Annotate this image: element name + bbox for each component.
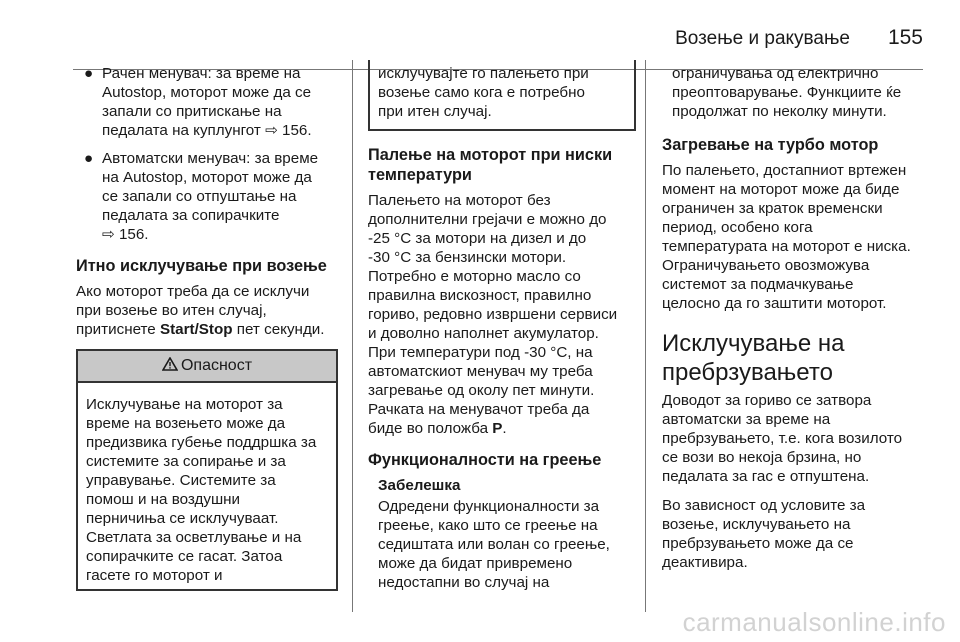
warning-line: Светлата за осветлување и на <box>86 529 302 546</box>
warning-triangle-icon <box>162 357 178 371</box>
paragraph-emergency-stop <box>76 282 338 339</box>
bullet-dot: ● <box>84 150 94 167</box>
column-divider-2 <box>645 60 646 612</box>
para-line: -30 °C за бензински мотори. <box>368 249 567 266</box>
para-line: Во зависност од условите за <box>662 497 866 514</box>
bullet-line: Автоматски менувач: за време <box>102 150 319 167</box>
bullet-line: запали со притискање на <box>102 103 282 120</box>
start-stop-label: Start/Stop <box>159 321 233 338</box>
note-continued <box>672 64 952 121</box>
para-line: автоматскиот менувач му треба <box>368 363 593 380</box>
note-body <box>378 497 636 592</box>
warning-line: при итен случај. <box>378 103 492 120</box>
watermark: carmanualsonline.info <box>682 607 946 637</box>
warning-line: помош и на воздушни <box>86 491 241 508</box>
para-line: гориво, редовно извршени сервиси <box>368 306 618 323</box>
bullet-dot: ● <box>84 65 94 82</box>
para-line: притиснете <box>76 321 160 338</box>
column-1 <box>76 64 338 591</box>
paragraph-turbo <box>662 161 952 313</box>
note-line: може да бидат привремено <box>378 555 573 572</box>
para-line: Палењето на моторот без <box>368 192 551 209</box>
para-line: возење, исклучувањето на <box>662 516 851 533</box>
para-line: момент на моторот може да биде <box>662 181 900 198</box>
para-line: системот за подмачкување <box>662 276 854 293</box>
warning-box-continued <box>368 60 636 131</box>
bullet-text-lines <box>102 64 338 140</box>
paragraph-overrun-1 <box>662 391 952 486</box>
heading-line: пребрзувањето <box>662 359 833 386</box>
para-line: педалата за гас е отпуштена. <box>662 468 870 485</box>
bullet-line: на Autostop, моторот може да <box>102 169 312 186</box>
bullet-line: ⇨ 156. <box>102 226 149 243</box>
para-line: . <box>502 420 507 437</box>
para-line: Доводот за гориво се затвора <box>662 392 872 409</box>
para-line: се вози во некоја брзина, но <box>662 449 862 466</box>
warning-line: перничиња се исклучуваат. <box>86 510 279 527</box>
column-2 <box>368 60 636 592</box>
section-heading-cold-start: Палење на моторот при ниски температури <box>368 146 613 184</box>
para-line: Рачката на менувачот треба да <box>368 401 590 418</box>
para-line: пет секунди. <box>232 321 325 338</box>
bullet-line: педалата на куплунгот ⇨ 156. <box>102 122 312 139</box>
para-line: и доволно наполнет акумулатор. <box>368 325 599 342</box>
warning-header <box>78 351 336 383</box>
bullet-line: се запали со отпуштање на <box>102 188 297 205</box>
para-line: период, особено кога <box>662 219 813 236</box>
heading-line: Исклучување на <box>662 330 845 357</box>
note-title: Забелешка <box>378 477 461 494</box>
para-line: автоматски за време на <box>662 411 831 428</box>
warning-line: системите за сопирање и за <box>86 453 286 470</box>
para-line: Потребно е моторно масло со <box>368 268 581 285</box>
warning-title: Опасност <box>180 357 253 374</box>
warning-line: исклучувајте го палењето при <box>378 65 589 82</box>
para-line: температурата на моторот е ниска. <box>662 238 911 255</box>
bullet-line: педалата за сопирачките <box>102 207 280 224</box>
warning-line: предизвика губење поддршка за <box>86 434 317 451</box>
warning-body <box>78 383 336 589</box>
para-line: Ако моторот треба да се исклучи <box>76 283 310 300</box>
section-heading-overrun-cutoff <box>662 329 952 387</box>
warning-line: Исклучување на моторот за <box>86 396 283 413</box>
para-line: загревање од околу пет минути. <box>368 382 595 399</box>
gear-position-p: P <box>492 420 503 437</box>
note-line: седиштата или волан со греење, <box>378 536 610 553</box>
para-line: пребрзувањето, т.е. кога возилото <box>662 430 903 447</box>
note-line: ограничувања од електрично <box>672 65 879 82</box>
para-line: По палењето, достапниот вртежен <box>662 162 907 179</box>
header-title: Возење и ракување <box>675 28 850 49</box>
para-line: ограничен за краток временски <box>662 200 883 217</box>
paragraph-cold-start <box>368 191 636 438</box>
column-3 <box>662 64 952 582</box>
para-line: биде во положба <box>368 420 493 437</box>
section-heading-emergency-stop: Итно исклучување при возење <box>76 257 327 275</box>
column-divider-1 <box>352 60 353 612</box>
note-line: греење, како што се греење на <box>378 517 598 534</box>
para-line: деактивира. <box>662 554 748 571</box>
warning-box <box>76 349 338 591</box>
warning-line: гасете го моторот и <box>86 567 223 584</box>
para-line: правилна вискозност, правилно <box>368 287 592 304</box>
note-line: Одредени функционалности за <box>378 498 600 515</box>
section-heading-heating: Функционалности на греење <box>368 451 602 469</box>
note-line: недостапни во случај на <box>378 574 550 591</box>
bullet-item-automatic <box>76 149 338 244</box>
para-line: -25 °C за мотори на дизел и до <box>368 230 587 247</box>
bullet-line: Рачен менувач: за време на <box>102 65 301 82</box>
page-number: 155 <box>887 26 923 49</box>
para-line: при возење во итен случај, <box>76 302 267 319</box>
warning-line: управување. Системите за <box>86 472 276 489</box>
page-header <box>0 22 960 52</box>
note-line: продолжат по неколку минути. <box>672 103 887 120</box>
para-line: дополнителни грејачи е можно до <box>368 211 607 228</box>
bullet-text-lines <box>102 149 338 244</box>
bullet-item-manual <box>76 64 338 140</box>
para-line: При температури под -30 °C, на <box>368 344 593 361</box>
para-line: пребрзувањето може да се <box>662 535 854 552</box>
note-line: преоптоварување. Функциите ќе <box>672 84 902 101</box>
warning-line: сопирачките се гасат. Затоа <box>86 548 283 565</box>
warning-line: време на возењето може да <box>86 415 286 432</box>
bullet-line: Autostop, моторот може да се <box>102 84 312 101</box>
para-line: целосно да го заштити моторот. <box>662 295 887 312</box>
section-heading-turbo: Загревање на турбо мотор <box>662 136 879 154</box>
warning-line: возење само кога е потребно <box>378 84 585 101</box>
paragraph-overrun-2 <box>662 496 952 572</box>
para-line: Ограничувањето овозможува <box>662 257 870 274</box>
